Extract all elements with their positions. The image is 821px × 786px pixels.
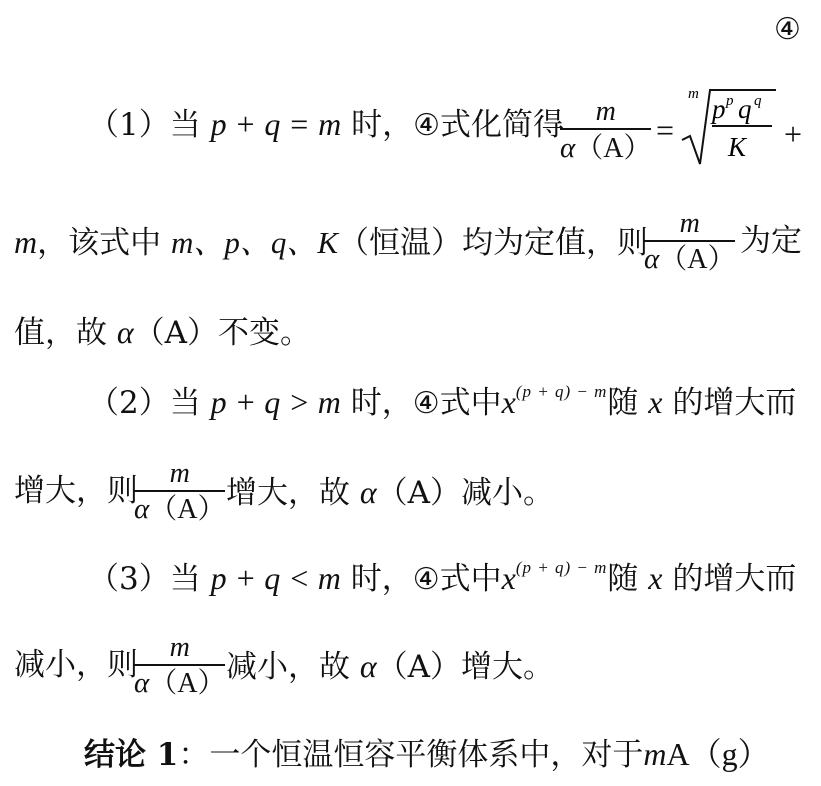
- para1-lead: （1）当: [88, 107, 201, 143]
- para1-line3: 值，故 α（A）不变。: [14, 314, 312, 351]
- root-num-p-exp: p: [726, 93, 734, 109]
- conclusion-line: 结论 1：一个恒温恒容平衡体系中，对于mA（g）: [84, 736, 770, 773]
- conclusion-label: 结论 1: [84, 737, 179, 773]
- para2-line2-tail: 增大，故 α（A）减小。: [226, 474, 555, 511]
- para1-line2-fraction: m α（A）: [644, 208, 736, 275]
- para2-line1: （2）当 p + q > m 时，④式中$x^{(p + q) - m}$随 x 的增大而: [88, 382, 797, 421]
- para1-line2: m，该式中 m、p、q、K（恒温）均为定值，则: [14, 224, 649, 261]
- root-num-p: p: [712, 94, 726, 124]
- para3-line1: （3）当 p + q < m 时，④式中$x^{(p + q) - m}$随 x 的增大而: [88, 558, 797, 597]
- para3-line2-lead: 减小，则: [14, 647, 138, 683]
- equation-marker: ④: [774, 12, 801, 47]
- para1-line2-tail: 为定: [740, 223, 802, 259]
- para1-equals: =: [656, 112, 675, 148]
- root-index: m: [688, 86, 699, 102]
- para2-fraction: m α（A）: [134, 458, 226, 525]
- para1-line1: （1）当 p + q = m 时，④式化简得: [88, 106, 564, 143]
- para2-line2-lead: 增大，则: [14, 473, 138, 509]
- root-expression: [680, 84, 780, 172]
- para3-fraction: m α（A）: [134, 632, 226, 699]
- para1-fraction: m α（A）: [560, 96, 652, 164]
- root-num-q: q: [738, 94, 752, 124]
- root-den: K: [728, 132, 747, 162]
- para1-plus: +: [784, 116, 803, 152]
- para3-line2-tail: 减小，故 α（A）增大。: [226, 648, 555, 685]
- root-num-q-exp: q: [754, 93, 762, 109]
